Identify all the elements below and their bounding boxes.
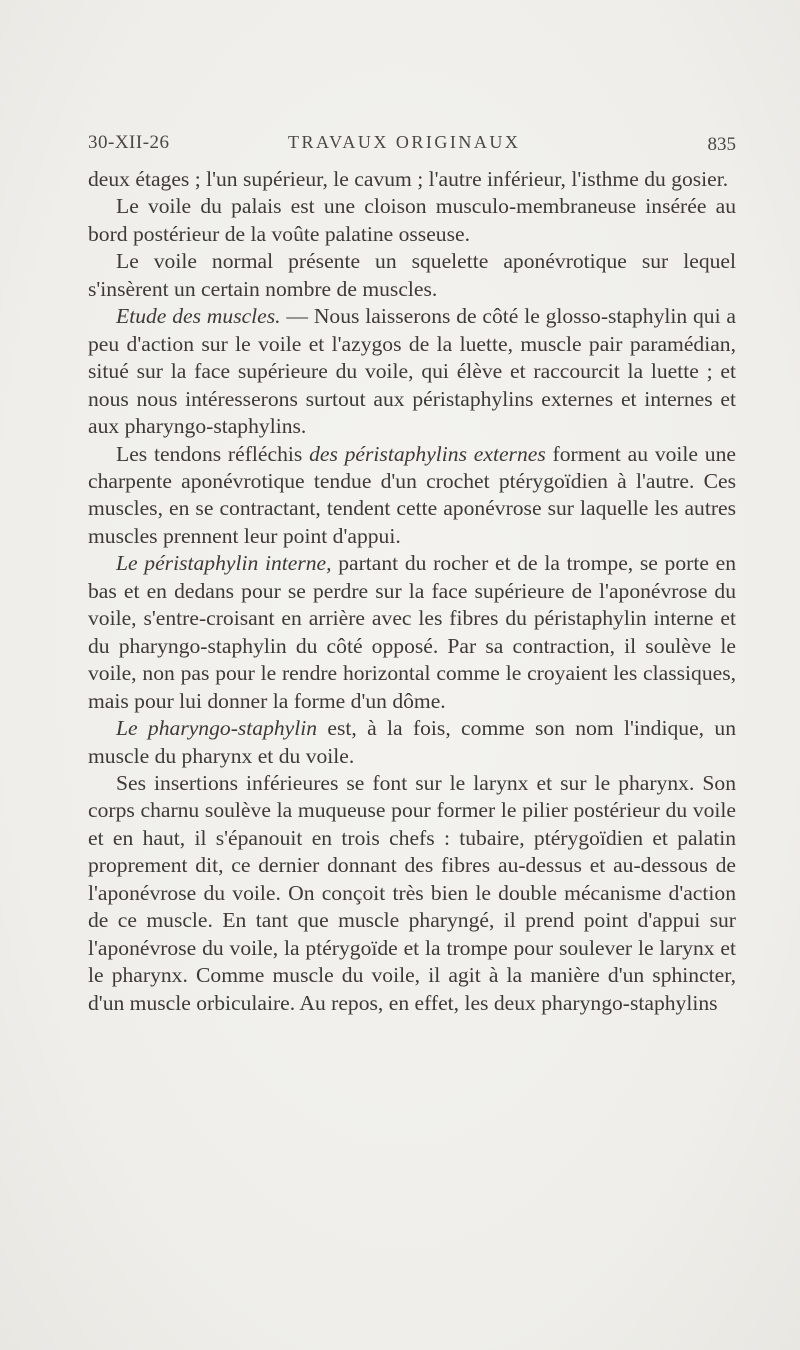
paragraph	[88, 715, 736, 770]
paragraph-text: — Nous laisserons de côté le glosso-staphylin qui a peu d'action sur le voile et l'azygos de la luette, muscle pair paramédian, situé sur la face supérieure du voile, qui élève et raccourcit la luette ; et nous nous intéresserons surtout aux péristaphylins externes et internes et aux pharyngo-staphylins.	[88, 304, 737, 439]
paragraph-text: forment au voile une charpente aponévrotique tendue d'un crochet ptérygoïdien à l'autre. Ces muscles, en se contractant, tendent cette aponévrose sur laquelle les autres muscles prennent leur point d'appui.	[88, 441, 736, 548]
paragraph	[88, 303, 736, 440]
paragraph: Le voile normal présente un squelette aponévrotique sur lequel s'insèrent un certain nombre de muscles.	[88, 249, 736, 301]
italic-term: Le péristaphylin interne,	[116, 551, 332, 576]
paragraph	[88, 550, 736, 715]
paragraph-text: est, à la fois, comme son nom l'indique, un muscle du pharynx et du voile.	[88, 716, 736, 768]
paragraph: deux étages ; l'un supérieur, le cavum ; l'autre inférieur, l'isthme du gosier.	[88, 167, 729, 191]
paragraph: Ses insertions inférieures se font sur le larynx et sur le pharynx. Son corps charnu soulève la muqueuse pour former le pilier postérieur du voile et en haut, il s'épanouit en trois chefs : tubaire, ptérygoïdien et palatin proprement dit, ce dernier donnant des fibres au-dessus et au-dessous de l'aponévrose du voile. On conçoit très bien le double mécanisme d'action de ce muscle. En tant que muscle pharyngé, il prend point d'appui sur l'aponévrose du voile, la ptérygoïde et la trompe pour soulever le larynx et le pharynx. Comme muscle du voile, il agit à la manière d'un sphincter, d'un muscle orbiculaire. Au repos, en effet, les deux pharyngo-staphylins	[88, 770, 736, 1015]
paragraph-text: partant du rocher et de la trompe, se porte en bas et en dedans pour se perdre sur la face supérieure de l'aponévrose du voile, s'entre-croisant en arrière avec les fibres du péristaphylin interne et du pharyngo-staphylin du côté opposé. Par sa contraction, il soulève le voile, non pas pour le rendre horizontal comme le croyaient les classiques, mais pour lui donner la forme d'un dôme.	[88, 551, 736, 713]
paragraph-text: Les tendons réfléchis	[116, 441, 310, 466]
paragraph	[88, 441, 736, 551]
running-header	[88, 132, 736, 162]
header-section-title: TRAVAUX ORIGINAUX	[288, 132, 521, 152]
paragraph: Le voile du palais est une cloison musculo-membraneuse insérée au bord postérieur de la voûte palatine osseuse.	[88, 194, 736, 246]
body-text	[88, 166, 736, 1017]
italic-term: Le pharyngo-staphylin	[116, 716, 318, 741]
page-number: 835	[707, 134, 736, 155]
section-heading: Etude des muscles.	[116, 304, 281, 329]
italic-term: des péristaphylins externes	[309, 441, 546, 466]
header-date: 30-XII-26	[88, 132, 170, 153]
